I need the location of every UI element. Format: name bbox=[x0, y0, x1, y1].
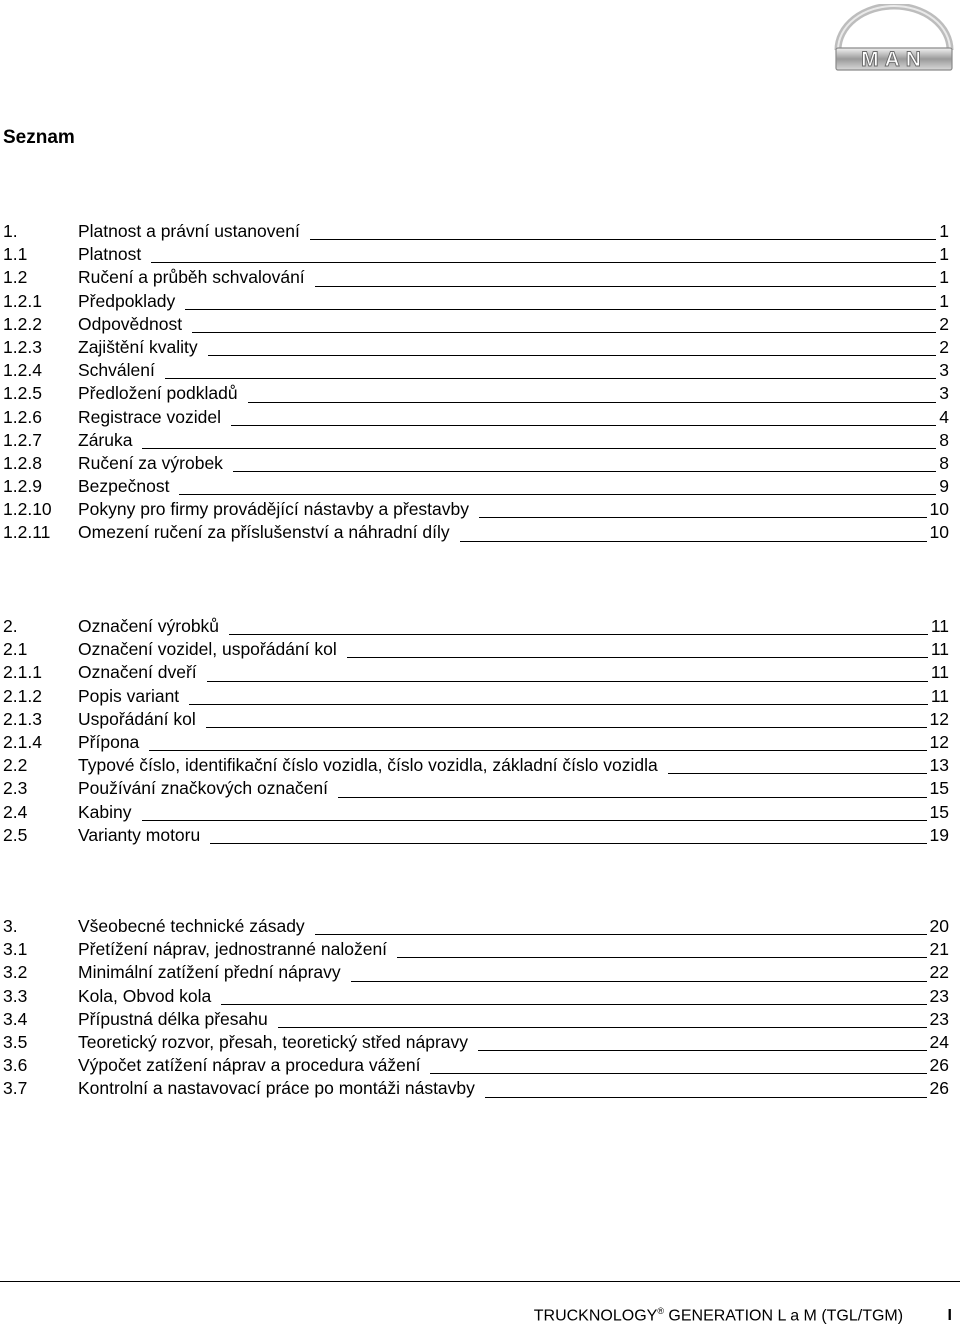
toc-entry-page: 11 bbox=[930, 662, 949, 683]
toc-section-1 bbox=[3, 220, 949, 545]
toc-leader-line bbox=[668, 773, 927, 774]
toc-leader-line bbox=[315, 286, 936, 287]
toc-entry[interactable] bbox=[3, 801, 949, 824]
toc-entry[interactable] bbox=[3, 708, 949, 731]
toc-entry-page: 8 bbox=[939, 452, 949, 473]
toc-entry[interactable] bbox=[3, 615, 949, 638]
toc-entry[interactable] bbox=[3, 1031, 949, 1054]
toc-entry-page: 26 bbox=[929, 1078, 949, 1099]
toc-entry-number: 2.1 bbox=[3, 639, 28, 660]
toc-entry-page: 2 bbox=[939, 313, 949, 334]
toc-entry[interactable] bbox=[3, 313, 949, 336]
toc-leader-line bbox=[430, 1073, 926, 1074]
toc-entry-number: 1.2.7 bbox=[3, 429, 42, 450]
toc-entry-page: 21 bbox=[929, 939, 949, 960]
toc-entry[interactable] bbox=[3, 359, 949, 382]
toc-entry[interactable] bbox=[3, 452, 949, 475]
toc-leader-line bbox=[315, 934, 927, 935]
toc-entry-title: Ručení a průběh schvalování bbox=[78, 267, 305, 288]
toc-entry-page: 9 bbox=[939, 476, 949, 497]
toc-entry-page: 1 bbox=[939, 221, 949, 241]
toc-entry[interactable] bbox=[3, 1008, 949, 1031]
toc-leader-line bbox=[207, 681, 928, 682]
toc-entry-page: 13 bbox=[929, 755, 949, 776]
toc-entry-number: 2. bbox=[3, 616, 18, 636]
toc-entry-title: Odpovědnost bbox=[78, 313, 183, 334]
toc-leader-line bbox=[151, 262, 936, 263]
toc-leader-line bbox=[192, 332, 936, 333]
toc-leader-line bbox=[397, 957, 926, 958]
toc-entry-page: 15 bbox=[929, 801, 949, 822]
toc-entry[interactable] bbox=[3, 290, 949, 313]
toc-entry-number: 1. bbox=[3, 221, 18, 241]
toc-entry-number: 1.2.11 bbox=[3, 522, 51, 543]
toc-entry-number: 1.2.1 bbox=[3, 290, 42, 311]
toc-entry[interactable] bbox=[3, 243, 949, 266]
toc-leader-line bbox=[210, 843, 926, 844]
toc-entry[interactable] bbox=[3, 824, 949, 847]
toc-entry-page: 15 bbox=[929, 778, 949, 799]
toc-leader-line bbox=[347, 657, 928, 658]
toc-leader-line bbox=[142, 820, 927, 821]
toc-entry-page: 2 bbox=[939, 336, 949, 357]
toc-entry[interactable] bbox=[3, 777, 949, 800]
toc-entry-page: 11 bbox=[930, 639, 949, 660]
toc-entry-title: Popis variant bbox=[78, 685, 180, 706]
toc-entry-number: 2.1.4 bbox=[3, 731, 42, 752]
toc-leader-line bbox=[221, 1004, 926, 1005]
toc-entry-page: 19 bbox=[929, 824, 949, 845]
toc-entry-title: Kola, Obvod kola bbox=[78, 985, 212, 1006]
toc-leader-line bbox=[479, 517, 927, 518]
toc-entry-number: 2.4 bbox=[3, 801, 28, 822]
toc-entry-number: 2.1.1 bbox=[3, 662, 42, 683]
toc-entry[interactable] bbox=[3, 661, 949, 684]
toc-leader-line bbox=[208, 355, 936, 356]
toc-entry-number: 1.2.5 bbox=[3, 383, 42, 404]
page-title: Seznam bbox=[3, 127, 75, 148]
footer-registered-mark: ® bbox=[657, 1306, 664, 1316]
toc-entry-title: Omezení ručení za příslušenství a náhradní díly bbox=[78, 522, 450, 543]
footer-page-number: I bbox=[947, 1307, 952, 1325]
toc-entry[interactable] bbox=[3, 638, 949, 661]
toc-entry[interactable] bbox=[3, 220, 949, 243]
toc-entry-number: 1.2.3 bbox=[3, 336, 42, 357]
toc-entry-number: 1.2.6 bbox=[3, 406, 42, 427]
toc-entry-number: 1.2 bbox=[3, 267, 28, 288]
toc-entry-number: 2.1.3 bbox=[3, 708, 42, 729]
toc-entry-number: 3.6 bbox=[3, 1055, 28, 1076]
toc-section-3 bbox=[3, 915, 949, 1101]
toc-leader-line bbox=[248, 402, 936, 403]
toc-entry-title: Typové číslo, identifikační číslo vozidla, číslo vozidla, základní číslo vozidla bbox=[78, 755, 658, 776]
page-footer bbox=[534, 1306, 952, 1325]
toc-leader-line bbox=[338, 797, 927, 798]
toc-entry-title: Kontrolní a nastavovací práce po montáži nástavby bbox=[78, 1078, 475, 1099]
toc-entry-page: 4 bbox=[939, 406, 949, 427]
toc-leader-line bbox=[179, 494, 936, 495]
toc-entry-page: 11 bbox=[930, 616, 949, 636]
toc-leader-line bbox=[310, 239, 936, 240]
toc-entry-title: Záruka bbox=[78, 429, 133, 450]
toc-leader-line bbox=[185, 309, 936, 310]
toc-leader-line bbox=[165, 378, 936, 379]
toc-entry-page: 23 bbox=[929, 985, 949, 1006]
toc-entry[interactable] bbox=[3, 266, 949, 289]
toc-entry-number: 3.2 bbox=[3, 962, 28, 983]
toc-entry-title: Předložení podkladů bbox=[78, 383, 238, 404]
toc-leader-line bbox=[142, 448, 936, 449]
toc-entry-page: 10 bbox=[929, 499, 949, 520]
toc-entry-number: 3.3 bbox=[3, 985, 28, 1006]
toc-entry[interactable] bbox=[3, 429, 949, 452]
toc-entry[interactable] bbox=[3, 915, 949, 938]
toc-entry[interactable] bbox=[3, 336, 949, 359]
toc-entry-page: 24 bbox=[929, 1031, 949, 1052]
toc-entry-title: Zajištění kvality bbox=[78, 336, 198, 357]
footer-brand: TRUCKNOLOGY bbox=[533, 1307, 658, 1325]
logo-text: MAN bbox=[861, 48, 927, 71]
toc-entry-number: 2.1.2 bbox=[3, 685, 42, 706]
toc-entry-page: 12 bbox=[929, 708, 949, 729]
toc-entry-number: 1.1 bbox=[3, 244, 28, 265]
toc-entry-page: 20 bbox=[929, 916, 949, 936]
toc-entry[interactable] bbox=[3, 961, 949, 984]
footer-divider bbox=[0, 1281, 960, 1282]
toc-entry[interactable] bbox=[3, 475, 949, 498]
toc-leader-line bbox=[231, 425, 936, 426]
toc-entry-page: 12 bbox=[929, 731, 949, 752]
toc-entry[interactable] bbox=[3, 938, 949, 961]
toc-section-2 bbox=[3, 615, 949, 847]
toc-entry-number: 3.5 bbox=[3, 1031, 28, 1052]
toc-entry-title: Schválení bbox=[78, 360, 155, 381]
toc-leader-line bbox=[149, 750, 926, 751]
toc-entry[interactable] bbox=[3, 1054, 949, 1077]
toc-entry-title: Výpočet zatížení náprav a procedura vážení bbox=[78, 1055, 421, 1076]
toc-entry-title: Předpoklady bbox=[78, 290, 176, 311]
toc-leader-line bbox=[206, 727, 927, 728]
toc-entry-title: Přípona bbox=[78, 731, 140, 752]
toc-entry-title: Označení dveří bbox=[78, 662, 197, 683]
toc-entry-number: 1.2.8 bbox=[3, 452, 42, 473]
toc-entry-page: 1 bbox=[939, 267, 949, 288]
toc-entry-title: Varianty motoru bbox=[78, 824, 201, 845]
toc-entry-number: 2.3 bbox=[3, 778, 28, 799]
toc-entry-page: 11 bbox=[930, 685, 949, 706]
toc-entry-page: 22 bbox=[929, 962, 949, 983]
toc-entry-page: 3 bbox=[939, 383, 949, 404]
toc-leader-line bbox=[485, 1097, 927, 1098]
toc-entry-title: Všeobecné technické zásady bbox=[78, 916, 305, 936]
toc-entry-title: Označení vozidel, uspořádání kol bbox=[78, 639, 337, 660]
toc-leader-line bbox=[229, 634, 928, 635]
toc-entry-number: 1.2.2 bbox=[3, 313, 42, 334]
toc-entry-title: Označení výrobků bbox=[78, 616, 220, 636]
toc-leader-line bbox=[233, 471, 936, 472]
toc-entry-number: 2.2 bbox=[3, 755, 28, 776]
toc-leader-line bbox=[189, 704, 928, 705]
toc-entry[interactable] bbox=[3, 382, 949, 405]
toc-entry-page: 8 bbox=[939, 429, 949, 450]
toc-entry-number: 3.4 bbox=[3, 1008, 28, 1029]
toc-leader-line bbox=[351, 981, 927, 982]
toc-entry-page: 10 bbox=[929, 522, 949, 543]
toc-entry-title: Uspořádání kol bbox=[78, 708, 196, 729]
toc-entry-number: 2.5 bbox=[3, 824, 28, 845]
toc-leader-line bbox=[278, 1027, 927, 1028]
toc-entry-title: Používání značkových označení bbox=[78, 778, 329, 799]
toc-entry-page: 1 bbox=[939, 244, 949, 265]
toc-entry[interactable] bbox=[3, 685, 949, 708]
toc-entry-title: Minimální zatížení přední nápravy bbox=[78, 962, 341, 983]
toc-entry[interactable] bbox=[3, 985, 949, 1008]
toc-entry-title: Bezpečnost bbox=[78, 476, 170, 497]
footer-subtitle: GENERATION L a M (TGL/TGM) bbox=[668, 1307, 904, 1325]
toc-entry-title: Teoretický rozvor, přesah, teoretický střed nápravy bbox=[78, 1031, 469, 1052]
toc-leader-line bbox=[478, 1050, 927, 1051]
toc-entry-number: 3.1 bbox=[3, 939, 28, 960]
toc-entry[interactable] bbox=[3, 406, 949, 429]
toc-entry[interactable] bbox=[3, 1077, 949, 1100]
toc-entry-title: Ručení za výrobek bbox=[78, 452, 223, 473]
toc-entry-title: Přetížení náprav, jednostranné naložení bbox=[78, 939, 388, 960]
toc-entry-title: Registrace vozidel bbox=[78, 406, 221, 427]
toc-entry-title: Platnost a právní ustanovení bbox=[78, 221, 300, 241]
toc-entry[interactable] bbox=[3, 498, 949, 521]
toc-leader-line bbox=[460, 541, 927, 542]
toc-entry-page: 3 bbox=[939, 360, 949, 381]
toc-entry-title: Platnost bbox=[78, 244, 142, 265]
toc-entry-title: Pokyny pro firmy provádějící nástavby a přestavby bbox=[78, 499, 470, 520]
toc-entry-number: 1.2.9 bbox=[3, 476, 42, 497]
toc-entry[interactable] bbox=[3, 754, 949, 777]
toc-entry-title: Přípustná délka přesahu bbox=[78, 1008, 268, 1029]
toc-entry[interactable] bbox=[3, 731, 949, 754]
toc-entry-number: 1.2.4 bbox=[3, 360, 42, 381]
toc-entry-page: 23 bbox=[929, 1008, 949, 1029]
toc-entry-number: 3.7 bbox=[3, 1078, 28, 1099]
toc-entry-number: 1.2.10 bbox=[3, 499, 52, 520]
toc-entry-title: Kabiny bbox=[78, 801, 132, 822]
toc-entry-page: 1 bbox=[939, 290, 949, 311]
toc-entry[interactable] bbox=[3, 521, 949, 544]
toc-entry-number: 3. bbox=[3, 916, 18, 936]
man-logo bbox=[830, 4, 958, 72]
toc-entry-page: 26 bbox=[929, 1055, 949, 1076]
